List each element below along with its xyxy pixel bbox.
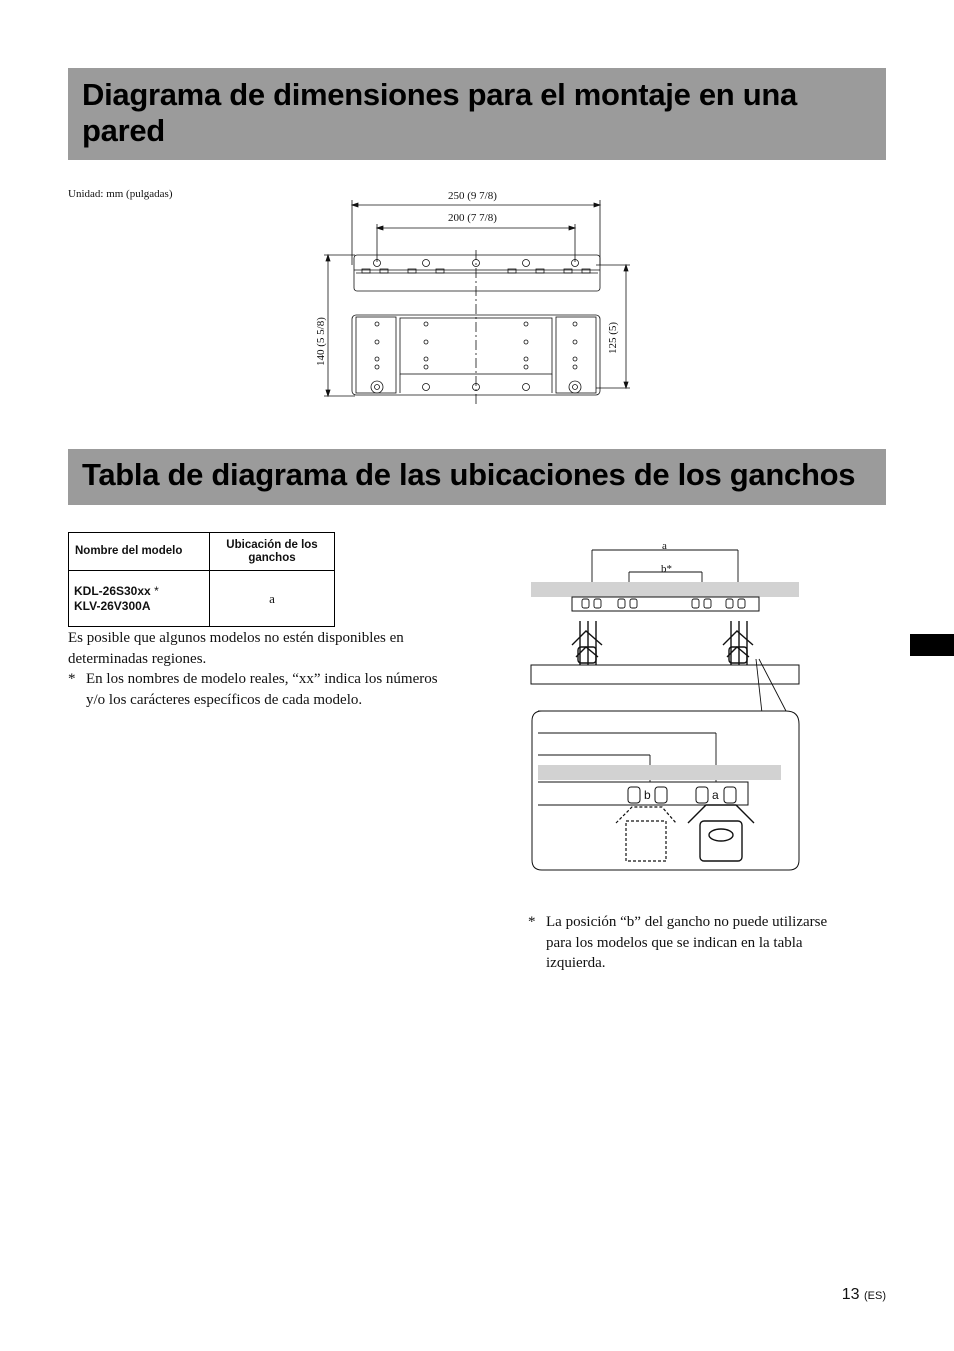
footnote-asterisk: * bbox=[68, 671, 76, 687]
dimension-overall-width: 250 (9 7/8) bbox=[448, 190, 497, 202]
availability-note: Es posible que algunos modelos no estén disponibles en determinadas regiones. bbox=[68, 630, 404, 667]
section-side-tab bbox=[910, 634, 954, 656]
model-names-cell bbox=[69, 571, 210, 627]
model-name: KLV-26V300A bbox=[74, 598, 151, 613]
unit-label: Unidad: mm (pulgadas) bbox=[68, 188, 173, 200]
footnote-text: La posición “b” del gancho no puede utilizarse para los modelos que se indican en la tabla izquierda. bbox=[546, 914, 828, 971]
table-row bbox=[69, 571, 335, 627]
page-number-value: 13 bbox=[841, 1286, 860, 1303]
section-title-text: Tabla de diagrama de las ubicaciones de los ganchos bbox=[82, 457, 856, 492]
hook-location-diagram bbox=[528, 535, 803, 875]
dimension-hole-spacing: 200 (7 7/8) bbox=[448, 212, 497, 224]
hook-location-table bbox=[68, 532, 335, 627]
dimension-overall-height: 140 (5 5/8) bbox=[315, 317, 327, 366]
footnote-hook-position bbox=[528, 912, 848, 974]
model-name: KDL-26S30xx bbox=[74, 583, 151, 598]
footnote-asterisk: * bbox=[528, 914, 536, 930]
page-number bbox=[842, 1286, 886, 1304]
slot-label-b: b bbox=[644, 788, 651, 802]
model-asterisk: * bbox=[154, 583, 159, 598]
dimension-diagram bbox=[300, 180, 640, 405]
section-title-wall-mount-dimensions bbox=[68, 68, 886, 160]
dimension-hole-height: 125 (5) bbox=[607, 321, 619, 354]
table-header-row bbox=[69, 533, 335, 571]
footnote-text: En los nombres de modelo reales, “xx” indica los números y/o los carácteres específicos de cada modelo. bbox=[86, 671, 438, 708]
section-title-hook-locations bbox=[68, 449, 886, 505]
section-title-text: Diagrama de dimensiones para el montaje en una pared bbox=[82, 77, 797, 148]
hook-location-cell: a bbox=[210, 571, 335, 627]
page-language: (ES) bbox=[864, 1290, 886, 1302]
slot-label-a: a bbox=[712, 788, 719, 802]
hook-label-a: a bbox=[662, 540, 667, 552]
footnote-model-names bbox=[68, 669, 458, 710]
hook-label-b: b* bbox=[661, 563, 672, 575]
table-header-model: Nombre del modelo bbox=[69, 533, 210, 571]
table-header-location: Ubicación de los ganchos bbox=[210, 533, 335, 571]
